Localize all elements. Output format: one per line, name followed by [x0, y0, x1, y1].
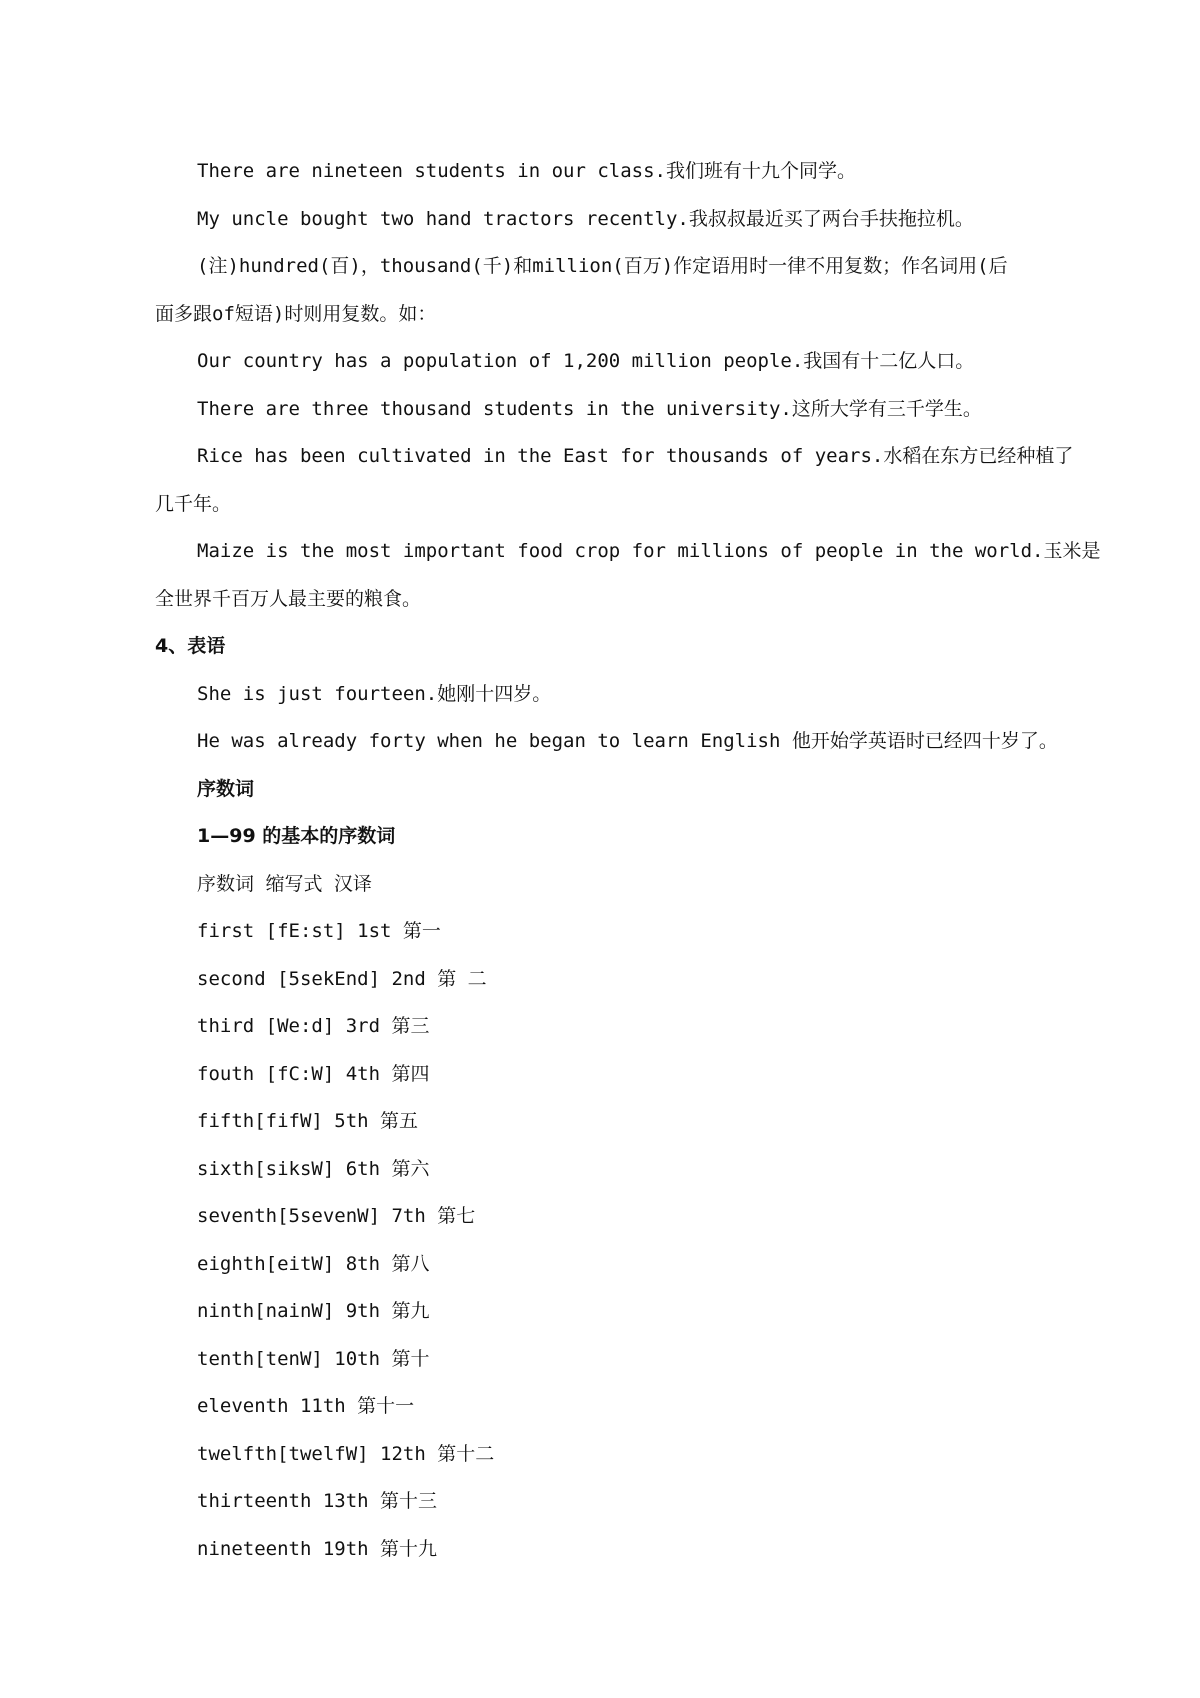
note-line-continued: 面多跟of短语)时则用复数。如： — [155, 302, 437, 325]
example-line-continued: 几千年。 — [155, 492, 232, 515]
ordinal-entry: nineteenth 19th 第十九 — [197, 1537, 438, 1560]
document-body — [155, 148, 1101, 1573]
ordinal-entry: eleventh 11th 第十一 — [197, 1395, 415, 1417]
paragraph-line: My uncle bought two hand tractors recently.我叔叔最近买了两台手扶拖拉机。 — [197, 207, 974, 230]
example-line: Maize is the most important food crop for millions of people in the world.玉米是 — [197, 540, 1101, 562]
table-header-line: 序数词 缩写式 汉译 — [197, 872, 372, 895]
ordinal-entry: second [5sekEnd] 2nd 第 二 — [197, 967, 487, 990]
ordinal-entry: third [We:d] 3rd 第三 — [197, 1015, 430, 1037]
subsection-heading: 序数词 — [197, 777, 255, 800]
ordinal-entry: ninth[nainW] 9th 第九 — [197, 1300, 430, 1322]
ordinal-entry: first [fE:st] 1st 第一 — [197, 920, 441, 942]
ordinal-entry: sixth[siksW] 6th 第六 — [197, 1157, 430, 1180]
example-line-continued: 全世界千百万人最主要的粮食。 — [155, 587, 422, 610]
ordinal-entry: tenth[tenW] 10th 第十 — [197, 1347, 430, 1370]
example-line: There are three thousand students in the university.这所大学有三千学生。 — [197, 397, 982, 420]
example-line: Rice has been cultivated in the East for thousands of years.水稻在东方已经种植了 — [197, 445, 1074, 467]
ordinal-entry: twelfth[twelfW] 12th 第十二 — [197, 1442, 495, 1465]
note-line: (注)hundred(百)，thousand(千)和million(百万)作定语用时一律不用复数；作名词用(后 — [197, 255, 1008, 277]
ordinal-entry: fouth [fC:W] 4th 第四 — [197, 1062, 430, 1085]
paragraph-line: There are nineteen students in our class.我们班有十九个同学。 — [197, 160, 856, 182]
subsection-heading: 1—99 的基本的序数词 — [197, 825, 396, 847]
example-line: She is just fourteen.她刚十四岁。 — [197, 682, 552, 705]
ordinal-entry: thirteenth 13th 第十三 — [197, 1490, 438, 1512]
ordinal-entry: fifth[fifW] 5th 第五 — [197, 1110, 419, 1132]
example-line: Our country has a population of 1,200 million people.我国有十二亿人口。 — [197, 350, 975, 372]
example-line: He was already forty when he began to learn English 他开始学英语时已经四十岁了。 — [197, 730, 1058, 752]
ordinal-entry: seventh[5sevenW] 7th 第七 — [197, 1205, 476, 1227]
section-heading: 4、表语 — [155, 635, 226, 657]
ordinal-entry: eighth[eitW] 8th 第八 — [197, 1252, 430, 1275]
